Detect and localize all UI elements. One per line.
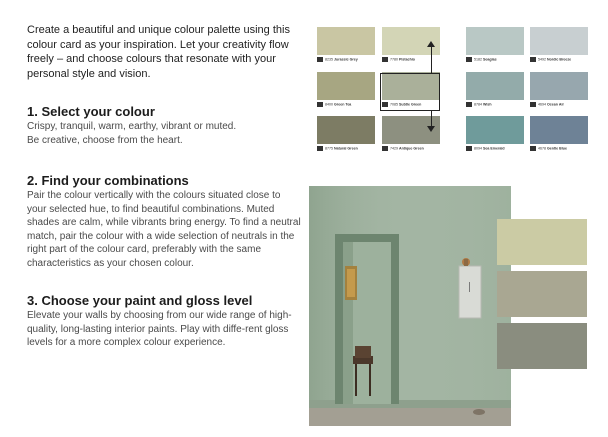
qr-code-icon: [530, 57, 536, 62]
section-body: Elevate your walls by choosing from our wide range of high-quality, long-lasting interior paints. Play with diffe-rent gloss levels for a more complex colour experience.: [27, 310, 292, 348]
colour-swatch: [530, 72, 588, 100]
qr-code-icon: [382, 57, 388, 62]
swatch-label: [382, 57, 415, 62]
swatch-label: [466, 146, 505, 151]
swatch-label: [317, 102, 351, 107]
swatch-name: Natural Green: [334, 146, 358, 151]
arrow-up-icon: [427, 41, 435, 47]
swatch-label: [530, 57, 571, 62]
swatch-label: [466, 102, 492, 107]
section-title: 3. Choose your paint and gloss level: [27, 293, 253, 308]
swatch-code: 8775: [325, 146, 334, 151]
swatch-code: 8094: [474, 146, 483, 151]
intro-text: Create a beautiful and unique colour palette using this colour card as your inspiration. Let your creativity flow freely – and choose colours that resonate with your personal style and vision.: [27, 24, 290, 80]
swatch-code: 7780: [390, 57, 399, 62]
swatch-label: [317, 146, 358, 151]
colour-swatch: [317, 116, 375, 144]
swatch-code: 4678: [538, 146, 547, 151]
section-title: 2. Find your combinations: [27, 173, 189, 188]
arrow-up-line: [431, 45, 432, 73]
swatch-label: [466, 57, 497, 62]
swatch-code: 8784: [474, 102, 483, 107]
swatch-name: Subtle Green: [399, 102, 422, 107]
section-select-colour: [27, 104, 302, 147]
swatch-label: [530, 146, 567, 151]
room-photo: [309, 186, 511, 426]
swatch-name: Green Tea: [334, 102, 352, 107]
colour-swatch: [530, 27, 588, 55]
swatch-label: [317, 57, 358, 62]
qr-code-icon: [466, 102, 472, 107]
colour-swatch: [466, 27, 524, 55]
arrow-down-icon: [427, 126, 435, 132]
qr-code-icon: [382, 146, 388, 151]
swatch-name: Wish: [483, 102, 492, 107]
arrow-down-line: [431, 111, 432, 127]
colour-swatch: [466, 116, 524, 144]
swatch-code: 8400: [325, 102, 334, 107]
colour-swatch: [530, 116, 588, 144]
large-colour-swatch: [497, 323, 587, 369]
swatch-code: 7429: [390, 146, 399, 151]
section-paint-gloss: [27, 293, 302, 350]
qr-code-icon: [530, 146, 536, 151]
selected-colour-frame: [380, 73, 440, 111]
swatch-name: Ocean Air: [547, 102, 564, 107]
swatch-code: 5182: [474, 57, 483, 62]
qr-code-icon: [317, 57, 323, 62]
section-body: Pair the colour vertically with the colours situated close to your selected hue, to find beautiful combinations. Muted shades are calm, while vibrants bring energy. To find a neutral match, pair the colour with a wide selection of neutrals in the right part of the colour card, preferably with the same characteristics as your chosen colour.: [27, 190, 301, 269]
swatch-name: Antique Green: [399, 146, 424, 151]
swatch-name: Nordic Breeze: [547, 57, 572, 62]
swatch-name: Sea Emerald: [483, 146, 505, 151]
swatch-name: Seaglas: [483, 57, 497, 62]
swatch-label: [530, 102, 564, 107]
colour-swatch: [466, 72, 524, 100]
room-illustration: [309, 186, 511, 426]
swatch-code: 5492: [538, 57, 547, 62]
section-body: Crispy, tranquil, warm, earthy, vibrant or muted. Be creative, choose from the heart.: [27, 121, 237, 146]
large-colour-swatch: [497, 219, 587, 265]
swatch-code: 7085: [390, 102, 399, 107]
qr-code-icon: [530, 102, 536, 107]
qr-code-icon: [317, 102, 323, 107]
swatch-name: Pistachio: [399, 57, 415, 62]
swatch-name: Jurassic Grey: [334, 57, 358, 62]
swatch-code: 8235: [325, 57, 334, 62]
large-colour-swatch: [497, 271, 587, 317]
section-find-combinations: [27, 173, 302, 270]
qr-code-icon: [466, 146, 472, 151]
section-title: 1. Select your colour: [27, 104, 155, 119]
swatch-code: 4694: [538, 102, 547, 107]
qr-code-icon: [317, 146, 323, 151]
colour-swatch: [317, 27, 375, 55]
swatch-name: Gentle Blue: [547, 146, 567, 151]
swatch-label: [382, 146, 424, 151]
colour-swatch: [317, 72, 375, 100]
qr-code-icon: [466, 57, 472, 62]
